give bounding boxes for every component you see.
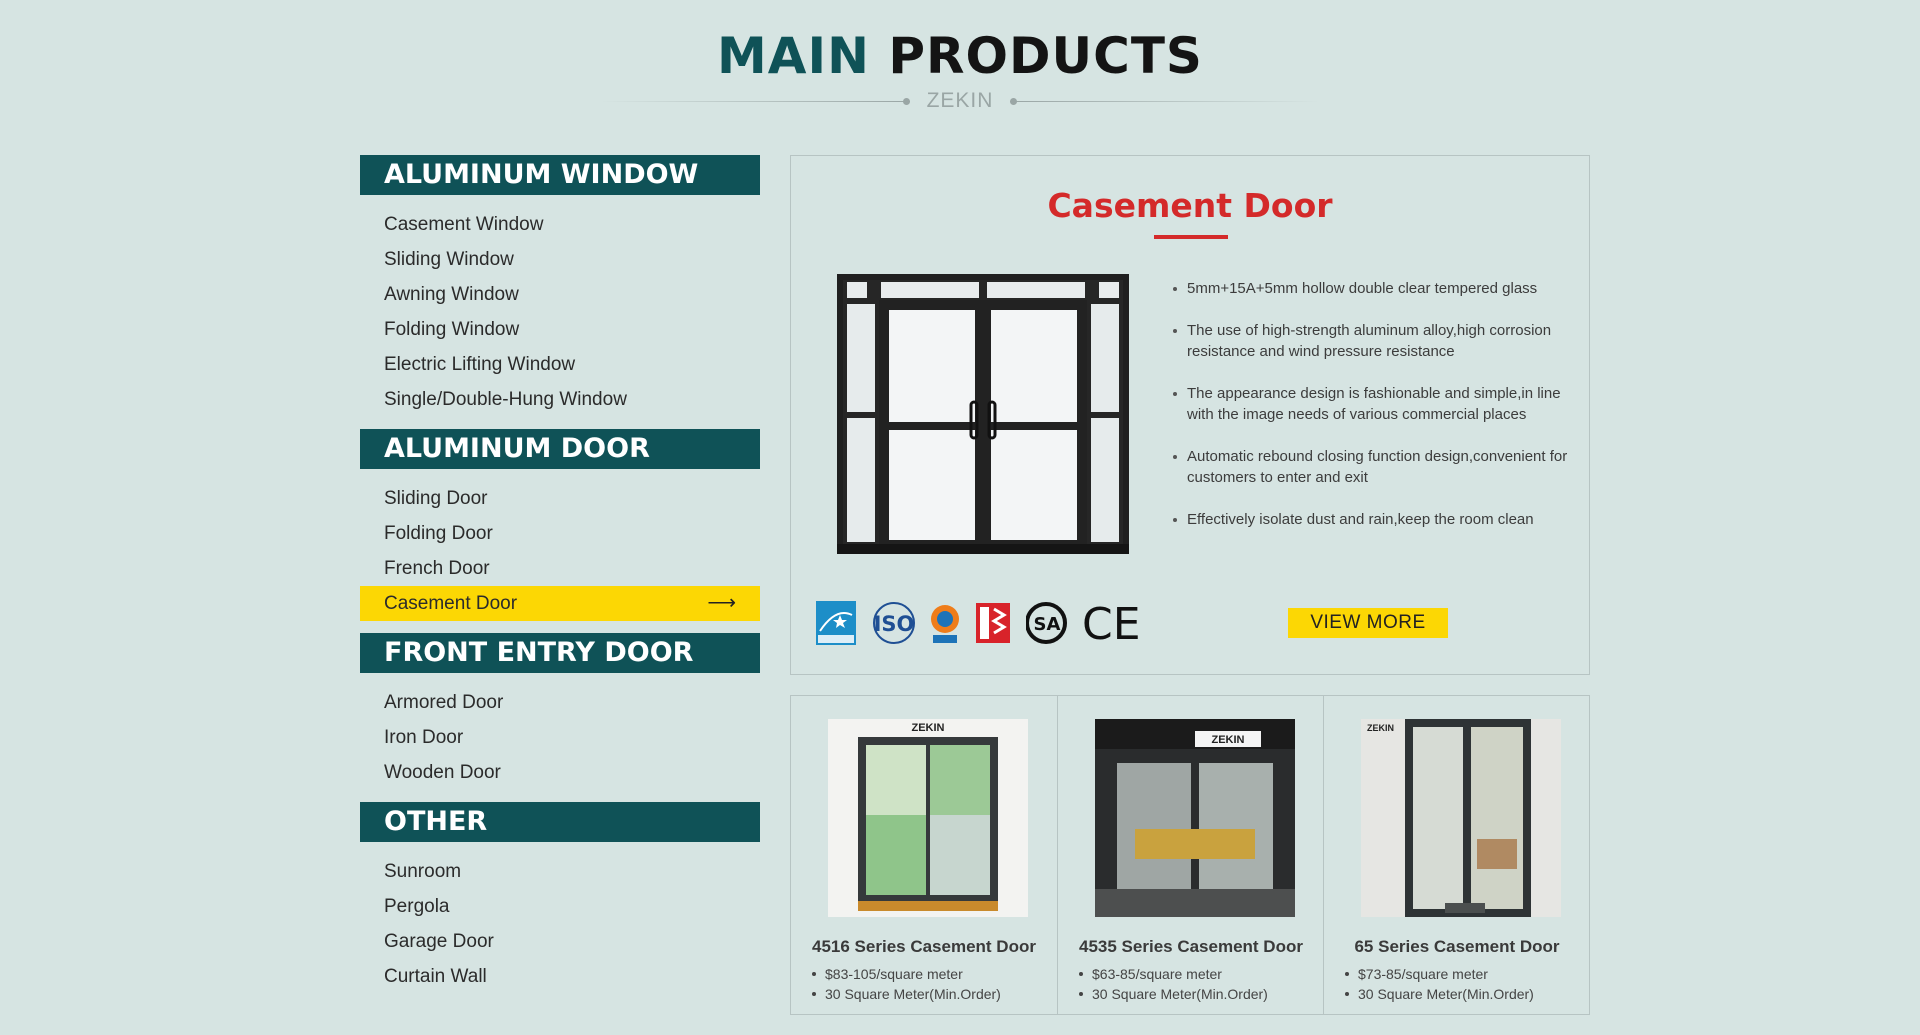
feature-bullet: The use of high-strength aluminum alloy,high corrosion resistance and wind pressure resistance [1171,320,1571,362]
feature-bullet: 5mm+15A+5mm hollow double clear tempered glass [1171,278,1571,299]
sidebar-item-pergola[interactable]: Pergola [384,896,450,917]
product-photo-4516[interactable] [828,719,1028,917]
category-other[interactable]: OTHER [360,802,760,842]
product-min-order: 30 Square Meter(Min.Order) [1344,984,1534,1004]
featured-product-panel [790,155,1590,675]
ce-icon [1082,601,1142,645]
sidebar-item-folding-door[interactable]: Folding Door [384,523,493,544]
product-photo-brand: ZEKIN [1367,723,1394,733]
product-details [1078,964,1268,1004]
product-details [811,964,1001,1004]
front-entry-door-list [360,685,760,790]
feature-bullet: Effectively isolate dust and rain,keep the room clean [1171,509,1571,530]
product-name[interactable]: 4516 Series Casement Door [812,937,1036,956]
iso-icon [869,601,919,645]
arrow-right-icon: ⟶ [707,592,736,614]
product-card[interactable] [1323,696,1589,1014]
divider-line-left [600,101,910,102]
certified-badge-icon [976,601,1012,645]
sidebar-item-french-door[interactable]: French Door [384,558,490,579]
brand-subtitle: ZEKIN [926,89,994,112]
page-title [0,20,1920,92]
product-photo-4535[interactable] [1095,719,1295,917]
certification-seal-icon [928,601,962,645]
sidebar-item-wooden-door[interactable]: Wooden Door [384,762,501,783]
product-price: $83-105/square meter [811,964,1001,984]
sidebar-item-curtain-wall[interactable]: Curtain Wall [384,966,487,987]
csa-icon-text: SA [1033,614,1061,635]
feature-bullet-list [1171,278,1571,551]
sidebar-item-casement-window[interactable]: Casement Window [384,214,544,235]
product-card-row [790,695,1590,1015]
category-aluminum-door[interactable]: ALUMINUM DOOR [360,429,760,469]
csa-icon [1026,601,1070,645]
aluminum-door-list [360,481,760,621]
sidebar-item-sliding-door[interactable]: Sliding Door [384,488,488,509]
ce-icon-text: CE [1082,601,1141,645]
sidebar-item-awning-window[interactable]: Awning Window [384,284,519,305]
product-min-order: 30 Square Meter(Min.Order) [811,984,1001,1004]
product-price: $73-85/square meter [1344,964,1534,984]
category-sidebar [360,155,760,1006]
title-part-products: PRODUCTS [888,27,1203,85]
divider-line-right [1010,101,1320,102]
product-card[interactable] [1057,696,1323,1014]
sidebar-item-iron-door[interactable]: Iron Door [384,727,464,748]
sidebar-item-sliding-window[interactable]: Sliding Window [384,249,514,270]
product-min-order: 30 Square Meter(Min.Order) [1078,984,1268,1004]
other-list [360,854,760,994]
product-photo-brand: ZEKIN [1211,734,1245,746]
sidebar-item-armored-door[interactable]: Armored Door [384,692,504,713]
title-part-main: MAIN [717,27,870,85]
product-details [1344,964,1534,1004]
sidebar-item-casement-door[interactable] [360,586,760,621]
product-name[interactable]: 65 Series Casement Door [1354,937,1560,956]
sidebar-item-electric-lifting-window[interactable]: Electric Lifting Window [384,354,576,375]
title-underline [1154,235,1228,239]
aluminum-window-list [360,207,760,417]
product-photo-brand: ZEKIN [911,722,945,734]
casement-door-image[interactable] [837,274,1129,554]
sidebar-item-folding-window[interactable]: Folding Window [384,319,520,340]
category-aluminum-window[interactable]: ALUMINUM WINDOW [360,155,760,195]
product-name[interactable]: 4535 Series Casement Door [1079,937,1303,956]
view-more-button[interactable]: VIEW MORE [1288,608,1448,638]
section-header [0,20,1920,92]
divider-dot-left [903,98,910,105]
feature-bullet: The appearance design is fashionable and simple,in line with the image needs of various commercial places [1171,383,1571,425]
sidebar-item-single-double-hung-window[interactable]: Single/Double-Hung Window [384,389,627,410]
product-card[interactable] [791,696,1057,1014]
product-photo-65[interactable] [1361,719,1561,917]
energy-star-icon [816,601,856,645]
sidebar-item-sunroom[interactable]: Sunroom [384,861,462,882]
sidebar-item-label: Casement Door [384,593,518,614]
subtitle-divider [600,88,1320,116]
sidebar-item-garage-door[interactable]: Garage Door [384,931,494,952]
featured-product-title: Casement Door [1047,186,1333,225]
category-front-entry-door[interactable]: FRONT ENTRY DOOR [360,633,760,673]
iso-icon-text: ISO [873,612,915,636]
feature-bullet: Automatic rebound closing function design,convenient for customers to enter and exit [1171,446,1571,488]
product-price: $63-85/square meter [1078,964,1268,984]
